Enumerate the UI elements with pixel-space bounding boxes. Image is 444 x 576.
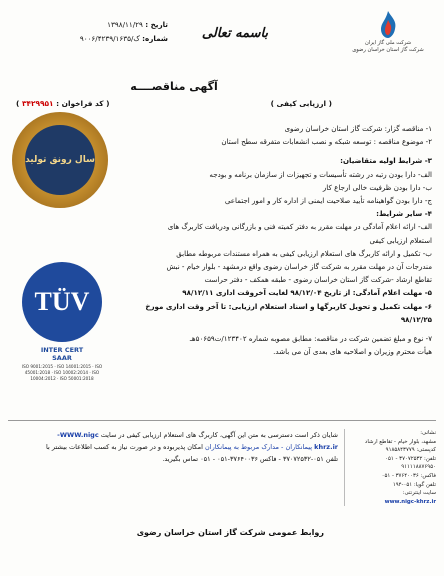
date-label: تاریخ : [145, 20, 168, 29]
call-code-label: ( کد فراخوان : [56, 99, 110, 108]
item-submit-deadline: ۶- مهلت تکمیل و تحویل کاربرگها و اسناد استعلام ارزیابی: تا آخر وقت اداری مورخ [145, 301, 432, 311]
other-announce: الف- ارائه اعلام آمادگی در مهلت مقرر به دفتر کمیته فنی و بازرگانی ودریافت کاربرگ های [167, 222, 432, 232]
notice-subtitle [12, 99, 336, 108]
number-label: شماره: [142, 34, 168, 43]
other-announce-cont: استعلام ارزیابی کیفی [369, 235, 432, 245]
logo-line1: شرکت ملی گاز ایران [364, 40, 412, 46]
call-code-value: ۳۴۲۹۹۵۱ [21, 99, 54, 108]
number-value: ک/۹۰۰۶/۴۲۳۹/۱۶۳۵ [79, 34, 140, 43]
footer-line2-text: امکان پذیربوده و در صورت نیاز به کسب اطلاعات بیشتر با [46, 443, 203, 451]
iso-standards: ISO 9001:2015 · ISO 14001:2015 · ISO 45001:2018 · ISO 10002:2014 · ISO 10004:2012 · ISO 50001:2018 [21, 364, 103, 381]
notice-title: آگهی مناقصــــه [130, 80, 218, 93]
side-website-label: سایت اینترنتی: [402, 490, 436, 497]
production-year-badge [12, 112, 108, 208]
tuv-cert-logo: TÜV [22, 262, 102, 342]
date-row [18, 18, 168, 32]
call-code [16, 99, 110, 108]
condition-capacity: ب- دارا بودن ظرفیت خالی ارجاع کار [322, 182, 432, 192]
side-address-label: نشانی: [420, 430, 436, 436]
call-code-end: ) [16, 99, 20, 108]
other-submit: ب- تکمیل و ارائه کاربرگ های استعلام ارزیابی کیفی به همراه مستندات مربوطه مطابق [176, 248, 432, 258]
other-submit-cont: مندرجات آن در مهلت مقرر به شرکت گاز خراسان رضوی واقع درمشهد - بلوار خیام - نبش [166, 262, 432, 272]
footer-line1-text: شایان ذکر است دسترسی به متن این آگهی، کاربرگ های استعلام ارزیابی کیفی در سایت [100, 431, 338, 439]
condition-rank: الف- دارا بودن رتبه در رشته تأسیسات و تجهیزات از سازمان برنامه و بودجه [209, 169, 432, 179]
contractors-link[interactable]: پیمانکاران - مدارک مربوط به پیمانکاران [204, 443, 313, 451]
public-relations-signoff: روابط عمومی شرکت گاز استان خراسان رضوی [136, 528, 324, 537]
notice-title-block [12, 80, 336, 108]
item-subject: ۲- موضوع مناقصه : توسعه شبکه و نصب انشعابات متفرقه سطح استان [221, 137, 432, 147]
footer-info [8, 429, 338, 465]
condition-safety: ج- دارا بودن گواهینامه تأیید صلاحیت ایمنی از اداره کار و امور اجتماعی [224, 196, 432, 206]
contact-sidebar [344, 429, 436, 506]
item-announce-deadline: ۵- مهلت اعلام آمادگی: از تاریخ ۹۸/۱۲/۰۴ لغایت آخروقت اداری ۹۸/۱۲/۱۱ [182, 288, 432, 298]
footer-line1 [8, 429, 338, 441]
bismillah-heading: باسمه تعالی [201, 26, 269, 41]
item-conditions-heading: ۳- شرایط اولیه متقاضیان: [340, 156, 432, 166]
letterhead [10, 8, 434, 70]
side-phone: تلفن: ۳۷۰۷۲۵۳۲ - ۰۵۱ [385, 455, 436, 462]
site-link-part2[interactable]: khrz.ir [314, 443, 338, 451]
side-website[interactable]: www.nigc-khrz.ir [384, 498, 436, 505]
tuv-cert-caption [22, 346, 102, 362]
side-postal: کدپستی: ۹۱۸۵۸۴۳۷۷۹ [385, 447, 436, 454]
item-tenderer: ۱- مناقصه گزار: شرکت گاز استان خراسان رضوی [284, 124, 432, 133]
letter-meta [18, 18, 168, 46]
footer [8, 420, 436, 506]
item-guarantee: ۷- نوع و مبلغ تضمین شرکت در مناقصه: مطابق مصوبه شماره ۱۲۳۴۰۲/ت۵۰۶۵۹هـ [189, 334, 432, 344]
item-guarantee-cont: هیأت محترم وزیران و اصلاحیه های بعدی آن می باشد. [273, 347, 432, 357]
item-other-heading: ۴- سایر شرایط: [376, 209, 432, 219]
tuv-line1: INTER CERT [40, 346, 84, 354]
side-fax: فاکس: ۳۷۶۴۰۰۳۶ - ۰۵۱ [381, 472, 436, 479]
company-logo [348, 10, 428, 54]
badge-text: سال رونق تولید [25, 125, 95, 195]
side-phone2: ۹۱۱۱۱۸۸۷۶۹۵۰ [401, 464, 436, 471]
other-address: تقاطع ارشاد -شرکت گاز استان خراسان رضوی - طبقه همکف - دفتر حراست [204, 275, 432, 285]
side-ivr: تلفن گویا: ۰۵۱-۱۹۴ [392, 481, 436, 488]
footer-line2 [8, 441, 338, 453]
flame-logo-icon [375, 10, 401, 40]
side-address: مشهد، بلوار خیام - تقاطع ارشاد [364, 438, 436, 445]
footer-line3: تلفن ۰۵۱-۳۷۰۷۲۵۳۲ - فاکس ۳۷۶۴۰۰۳۶-۰۵۱ - ۰۵۱ تماس بگیرید. [162, 455, 338, 463]
date-value: ۱۳۹۸/۱۱/۲۹ [107, 20, 143, 29]
tuv-line2: SAAR [52, 354, 72, 362]
logo-line2: شرکت گاز استان خراسان رضوی [352, 47, 424, 53]
item-submit-deadline-date: ۹۸/۱۲/۲۵ [400, 314, 432, 324]
evaluation-type: ( ارزیابی کیفی ) [270, 99, 332, 108]
number-row [18, 32, 168, 46]
site-link-part1[interactable]: WWW.nigc- [57, 431, 99, 439]
